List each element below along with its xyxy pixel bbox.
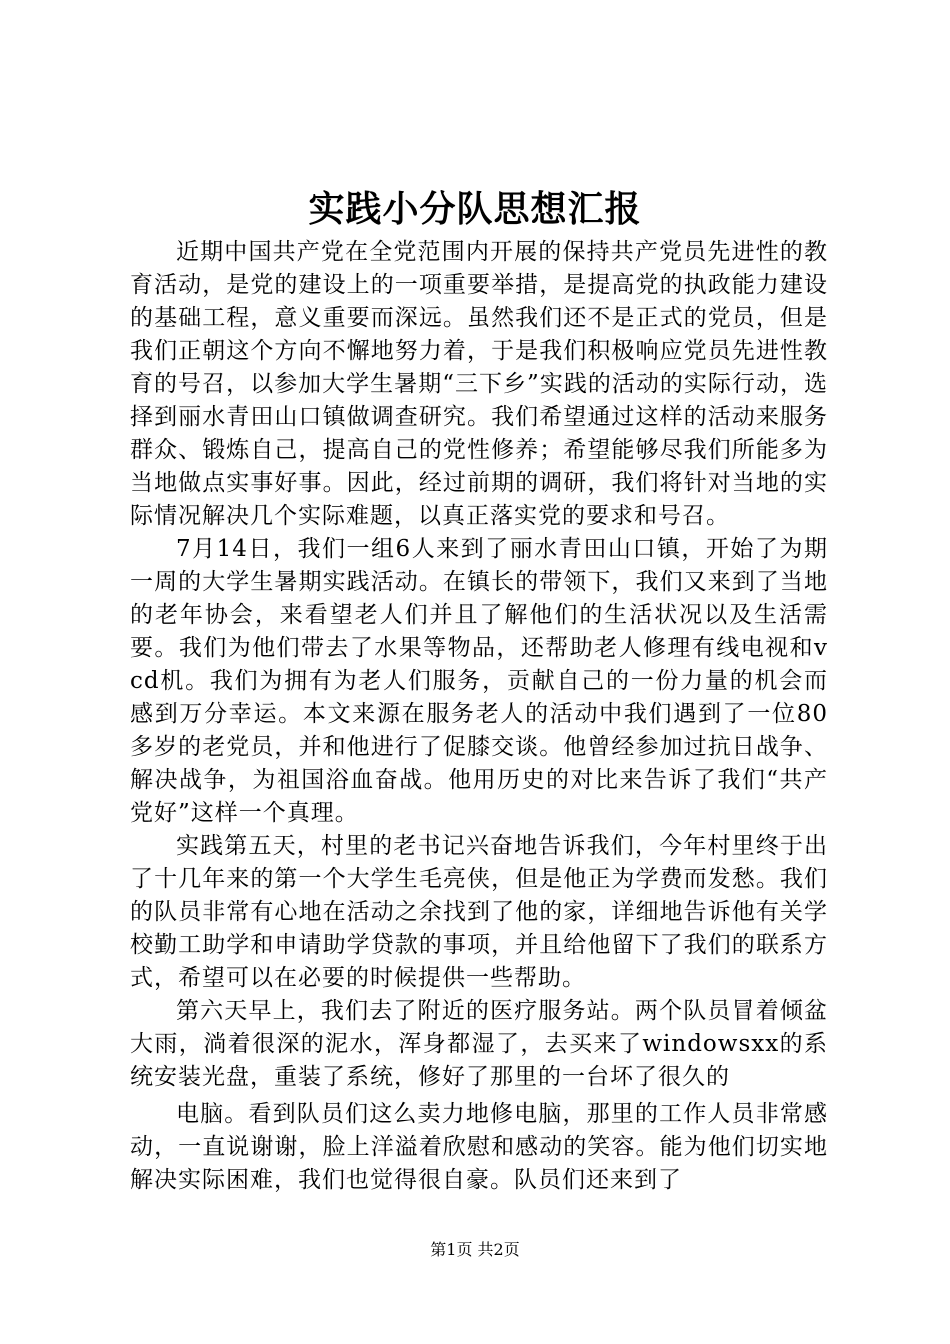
document-title: 实践小分队思想汇报: [308, 188, 642, 230]
document-body: [130, 236, 828, 1197]
paragraph-intro: 近期中国共产党在全党范围内开展的保持共产党员先进性的教育活动，是党的建设上的一项重要举措，是提高党的执政能力建设的基础工程，意义重要而深远。虽然我们还不是正式的党员，但是我们正朝这个方向不懈地努力着，于是我们积极响应党员先进性教育的号召，以参加大学生暑期“三下乡”实践的活动的实际行动，选择到丽水青田山口镇做调查研究。我们希望通过这样的活动来服务群众、锻炼自己，提高自己的党性修养；希望能够尽我们所能多为当地做点实事好事。因此，经过前期的调研，我们将针对当地的实际情况解决几个实际难题，以真正落实党的要求和号召。: [130, 239, 828, 529]
page-footer: 第1页 共2页: [430, 1240, 520, 1259]
paragraph-day-six: 第六天早上，我们去了附近的医疗服务站。两个队员冒着倾盆大雨，淌着很深的泥水，浑身都湿了，去买来了windowsxx的系统安装光盘，重装了系统，修好了那里的一台坏了很久的: [130, 998, 828, 1090]
paragraph-july-14: 7月14日，我们一组6人来到了丽水青田山口镇，开始了为期一周的大学生暑期实践活动。在镇长的带领下，我们又来到了当地的老年协会，来看望老人们并且了解他们的生活状况以及生活需要。我们为他们带去了水果等物品，还帮助老人修理有线电视和vcd机。我们为拥有为老人们服务，贡献自己的一份力量的机会而感到万分幸运。本文来源在服务老人的活动中我们遇到了一位80多岁的老党员，并和他进行了促膝交谈。他曾经参加过抗日战争、解决战争，为祖国浴血奋战。他用历史的对比来告诉了我们“共产党好”这样一个真理。: [130, 536, 828, 826]
paragraph-computer-repair: 电脑。看到队员们这么卖力地修电脑，那里的工作人员非常感动，一直说谢谢，脸上洋溢着欣慰和感动的笑容。能为他们切实地解决实际困难，我们也觉得很自豪。队员们还来到了: [130, 1101, 828, 1193]
paragraph-day-five: 实践第五天，村里的老书记兴奋地告诉我们，今年村里终于出了十几年来的第一个大学生毛亮侠，但是他正为学费而发愁。我们的队员非常有心地在活动之余找到了他的家，详细地告诉他有关学校勤工助学和申请助学贷款的事项，并且给他留下了我们的联系方式，希望可以在必要的时候提供一些帮助。: [130, 833, 828, 991]
